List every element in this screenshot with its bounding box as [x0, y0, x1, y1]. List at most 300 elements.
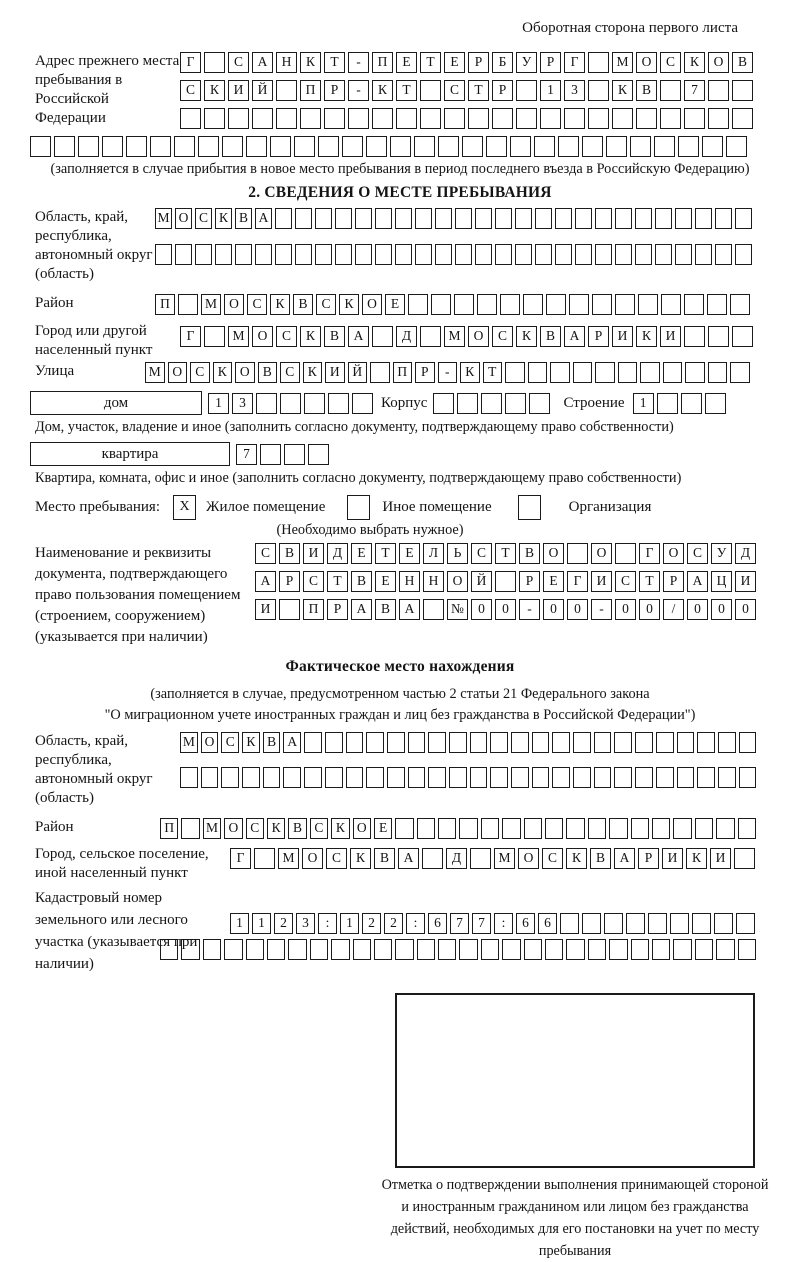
- char-cell: П: [160, 818, 178, 839]
- char-cell: [588, 52, 609, 73]
- stamp-caption: Отметка о подтверждении выполнения принимающей стороной и иностранным гражданином или лицом без гражданства действий, необходимых для его постановки на учет по месту пребывания: [381, 1177, 769, 1259]
- char-cell: [495, 244, 512, 265]
- char-cell: С: [195, 208, 212, 229]
- char-cell: [730, 362, 750, 383]
- char-cell: [505, 362, 525, 383]
- actual-district-block: [35, 818, 800, 839]
- char-cell: О: [591, 543, 612, 564]
- char-cell: [353, 939, 371, 960]
- char-cell: [366, 136, 387, 157]
- char-cell: О: [235, 362, 255, 383]
- char-cell: [739, 767, 757, 788]
- char-cell: [304, 732, 322, 753]
- char-cell: С: [246, 818, 264, 839]
- char-cell: [675, 208, 692, 229]
- cadastral-row-2: [160, 939, 800, 960]
- char-cell: [640, 362, 660, 383]
- char-cell: К: [350, 848, 371, 869]
- char-cell: Г: [180, 326, 201, 347]
- char-cell: [438, 939, 456, 960]
- char-cell: П: [372, 52, 393, 73]
- char-cell: :: [318, 913, 337, 934]
- char-cell: П: [393, 362, 413, 383]
- char-cell: 6: [428, 913, 447, 934]
- char-cell: Е: [399, 543, 420, 564]
- char-cell: [328, 393, 349, 414]
- char-cell: [276, 80, 297, 101]
- char-cell: [256, 393, 277, 414]
- char-cell: К: [331, 818, 349, 839]
- actual-region-grids: [180, 732, 759, 808]
- char-cell: Т: [483, 362, 503, 383]
- char-cell: [615, 244, 632, 265]
- char-cell: [529, 393, 550, 414]
- char-cell: [708, 362, 728, 383]
- apartment-block: [30, 442, 800, 466]
- char-cell: [657, 393, 678, 414]
- char-cell: С: [310, 818, 328, 839]
- char-cell: Д: [327, 543, 348, 564]
- char-cell: [370, 362, 390, 383]
- char-cell: [315, 208, 332, 229]
- char-cell: [573, 732, 591, 753]
- char-cell: [588, 939, 606, 960]
- char-cell: [609, 818, 627, 839]
- char-cell: [515, 208, 532, 229]
- char-cell: [718, 767, 736, 788]
- char-cell: [295, 208, 312, 229]
- char-cell: О: [663, 543, 684, 564]
- char-cell: [204, 326, 225, 347]
- char-cell: [708, 80, 729, 101]
- char-cell: [656, 732, 674, 753]
- char-cell: [275, 244, 292, 265]
- char-cell: [54, 136, 75, 157]
- right-document-row-3: [255, 599, 759, 620]
- char-cell: [294, 136, 315, 157]
- char-cell: [685, 362, 705, 383]
- char-cell: [246, 136, 267, 157]
- char-cell: [204, 108, 225, 129]
- char-cell: [181, 818, 199, 839]
- char-cell: 7: [450, 913, 469, 934]
- char-cell: Т: [468, 80, 489, 101]
- stay-type-label: Место пребывания:: [35, 499, 160, 515]
- char-cell: [325, 767, 343, 788]
- char-cell: [614, 767, 632, 788]
- char-cell: [495, 208, 512, 229]
- char-cell: [228, 108, 249, 129]
- char-cell: [310, 939, 328, 960]
- stay-type-note: (Необходимо выбрать нужное): [276, 522, 464, 538]
- char-cell: Т: [375, 543, 396, 564]
- char-cell: [635, 244, 652, 265]
- char-cell: У: [711, 543, 732, 564]
- char-cell: [263, 767, 281, 788]
- char-cell: 1: [340, 913, 359, 934]
- char-cell: С: [228, 52, 249, 73]
- char-cell: [630, 136, 651, 157]
- char-cell: С: [471, 543, 492, 564]
- char-cell: [678, 136, 699, 157]
- char-cell: [408, 732, 426, 753]
- char-cell: [511, 767, 529, 788]
- char-cell: -: [438, 362, 458, 383]
- char-cell: Т: [396, 80, 417, 101]
- char-cell: А: [283, 732, 301, 753]
- char-cell: [304, 393, 325, 414]
- char-cell: Р: [468, 52, 489, 73]
- char-cell: [702, 136, 723, 157]
- char-cell: [738, 818, 756, 839]
- char-cell: О: [175, 208, 192, 229]
- char-cell: И: [662, 848, 683, 869]
- char-cell: -: [348, 52, 369, 73]
- char-cell: [224, 939, 242, 960]
- char-cell: Й: [252, 80, 273, 101]
- char-cell: М: [180, 732, 198, 753]
- char-cell: [707, 294, 727, 315]
- char-cell: [684, 326, 705, 347]
- char-cell: [396, 108, 417, 129]
- char-cell: М: [612, 52, 633, 73]
- char-cell: [495, 571, 516, 592]
- street-block: [35, 362, 800, 383]
- char-cell: [736, 913, 755, 934]
- char-cell: Е: [375, 571, 396, 592]
- char-cell: И: [660, 326, 681, 347]
- stroenie-label: Строение: [563, 394, 625, 411]
- stay-type-checkbox-other: [347, 495, 370, 520]
- char-cell: 3: [564, 80, 585, 101]
- char-cell: С: [615, 571, 636, 592]
- char-cell: [477, 294, 497, 315]
- char-cell: К: [242, 732, 260, 753]
- korpus-label: Корпус: [381, 394, 428, 411]
- char-cell: [457, 393, 478, 414]
- char-cell: [697, 732, 715, 753]
- char-cell: [438, 136, 459, 157]
- char-cell: [626, 913, 645, 934]
- char-cell: Р: [279, 571, 300, 592]
- char-cell: [433, 393, 454, 414]
- char-cell: [481, 818, 499, 839]
- char-cell: [615, 294, 635, 315]
- char-cell: [408, 294, 428, 315]
- char-cell: [423, 599, 444, 620]
- char-cell: [594, 767, 612, 788]
- char-cell: [348, 108, 369, 129]
- char-cell: 1: [230, 913, 249, 934]
- char-cell: С: [492, 326, 513, 347]
- char-cell: В: [519, 543, 540, 564]
- char-cell: [438, 818, 456, 839]
- right-document-label: Наименование и реквизиты документа, подтверждающего право пользования помещением (строением, сооружением) (указывается при наличии): [35, 545, 241, 645]
- char-cell: [180, 767, 198, 788]
- char-cell: [566, 818, 584, 839]
- char-cell: [661, 294, 681, 315]
- char-cell: К: [303, 362, 323, 383]
- char-cell: А: [252, 52, 273, 73]
- char-cell: [697, 767, 715, 788]
- char-cell: [435, 208, 452, 229]
- char-cell: С: [247, 294, 267, 315]
- char-cell: О: [362, 294, 382, 315]
- char-cell: Й: [348, 362, 368, 383]
- char-cell: -: [519, 599, 540, 620]
- char-cell: В: [258, 362, 278, 383]
- char-cell: [594, 732, 612, 753]
- char-cell: О: [201, 732, 219, 753]
- korpus-cells: [433, 393, 553, 414]
- stay-type-checkbox-organization: [518, 495, 541, 520]
- char-cell: [324, 108, 345, 129]
- char-cell: [567, 543, 588, 564]
- char-cell: [738, 939, 756, 960]
- char-cell: [515, 244, 532, 265]
- char-cell: 2: [384, 913, 403, 934]
- char-cell: В: [288, 818, 306, 839]
- char-cell: [435, 244, 452, 265]
- char-cell: [260, 444, 281, 465]
- char-cell: О: [518, 848, 539, 869]
- char-cell: [510, 136, 531, 157]
- char-cell: К: [636, 326, 657, 347]
- char-cell: М: [278, 848, 299, 869]
- char-cell: [631, 939, 649, 960]
- char-cell: 0: [711, 599, 732, 620]
- char-cell: Т: [327, 571, 348, 592]
- char-cell: [675, 244, 692, 265]
- char-cell: В: [590, 848, 611, 869]
- char-cell: [372, 108, 393, 129]
- char-cell: П: [303, 599, 324, 620]
- char-cell: [730, 294, 750, 315]
- actual-region-row-2: [180, 767, 759, 788]
- char-cell: [431, 294, 451, 315]
- char-cell: [588, 80, 609, 101]
- char-cell: В: [324, 326, 345, 347]
- char-cell: [575, 208, 592, 229]
- char-cell: [550, 362, 570, 383]
- char-cell: И: [325, 362, 345, 383]
- char-cell: 3: [296, 913, 315, 934]
- char-cell: И: [710, 848, 731, 869]
- char-cell: [492, 108, 513, 129]
- char-cell: [552, 732, 570, 753]
- char-cell: [673, 818, 691, 839]
- char-cell: [638, 294, 658, 315]
- char-cell: [555, 244, 572, 265]
- char-cell: [390, 136, 411, 157]
- char-cell: Т: [495, 543, 516, 564]
- char-cell: [555, 208, 572, 229]
- char-cell: [422, 848, 443, 869]
- char-cell: Л: [423, 543, 444, 564]
- char-cell: 0: [471, 599, 492, 620]
- char-cell: Ь: [447, 543, 468, 564]
- char-cell: К: [372, 80, 393, 101]
- char-cell: Н: [423, 571, 444, 592]
- char-cell: [615, 208, 632, 229]
- char-cell: [254, 848, 275, 869]
- char-cell: К: [270, 294, 290, 315]
- char-cell: Д: [446, 848, 467, 869]
- char-cell: [612, 108, 633, 129]
- char-cell: [315, 244, 332, 265]
- region-row-2: [155, 244, 755, 265]
- char-cell: К: [516, 326, 537, 347]
- char-cell: О: [708, 52, 729, 73]
- char-cell: И: [612, 326, 633, 347]
- char-cell: Е: [385, 294, 405, 315]
- char-cell: О: [168, 362, 188, 383]
- stay-type-option-residential-label: Жилое помещение: [206, 499, 326, 515]
- char-cell: [635, 208, 652, 229]
- char-cell: [505, 393, 526, 414]
- char-cell: [655, 244, 672, 265]
- char-cell: [366, 767, 384, 788]
- prev-address-grids: [180, 52, 756, 129]
- house-block: [30, 391, 800, 415]
- char-cell: С: [303, 571, 324, 592]
- prev-address-row-2: [180, 80, 756, 101]
- char-cell: [346, 767, 364, 788]
- stamp-area: [395, 993, 755, 1168]
- char-cell: 0: [495, 599, 516, 620]
- char-cell: [180, 108, 201, 129]
- actual-location-title: Фактическое место нахождения: [285, 658, 515, 675]
- char-cell: А: [255, 571, 276, 592]
- char-cell: [395, 939, 413, 960]
- char-cell: Р: [663, 571, 684, 592]
- char-cell: [387, 732, 405, 753]
- apartment-note: Квартира, комната, офис и иное (заполнить согласно документу, подтверждающему право собственности): [35, 470, 682, 486]
- char-cell: [631, 818, 649, 839]
- char-cell: А: [398, 848, 419, 869]
- char-cell: Е: [374, 818, 392, 839]
- actual-location-note-1: (заполняется в случае, предусмотренном частью 2 статьи 21 Федерального закона: [150, 686, 650, 702]
- char-cell: /: [663, 599, 684, 620]
- char-cell: [732, 108, 753, 129]
- char-cell: К: [566, 848, 587, 869]
- region-row-1: [155, 208, 755, 229]
- char-cell: К: [686, 848, 707, 869]
- cadastral-row-1: [230, 887, 800, 934]
- char-cell: [395, 244, 412, 265]
- char-cell: 0: [735, 599, 756, 620]
- char-cell: [346, 732, 364, 753]
- right-document-block: [35, 543, 800, 648]
- actual-district-label: Район: [35, 819, 74, 835]
- char-cell: [304, 767, 322, 788]
- apartment-box-label: квартира: [30, 442, 230, 466]
- char-cell: [428, 767, 446, 788]
- char-cell: [449, 767, 467, 788]
- char-cell: [500, 294, 520, 315]
- char-cell: С: [326, 848, 347, 869]
- char-cell: :: [406, 913, 425, 934]
- char-cell: Н: [399, 571, 420, 592]
- stay-type-block: [35, 495, 800, 520]
- char-cell: [524, 818, 542, 839]
- char-cell: В: [636, 80, 657, 101]
- char-cell: [588, 108, 609, 129]
- char-cell: С: [276, 326, 297, 347]
- char-cell: С: [190, 362, 210, 383]
- char-cell: [420, 108, 441, 129]
- char-cell: [524, 939, 542, 960]
- section2-title: 2. СВЕДЕНИЯ О МЕСТЕ ПРЕБЫВАНИЯ: [248, 184, 552, 201]
- char-cell: [155, 244, 172, 265]
- char-cell: С: [221, 732, 239, 753]
- char-cell: [372, 326, 393, 347]
- char-cell: М: [444, 326, 465, 347]
- char-cell: [428, 732, 446, 753]
- char-cell: [415, 208, 432, 229]
- street-row: [145, 362, 753, 383]
- char-cell: М: [494, 848, 515, 869]
- char-cell: [174, 136, 195, 157]
- actual-location-note-2: "О миграционном учете иностранных граждан и лиц без гражданства в Российской Федерации"): [104, 707, 696, 723]
- char-cell: К: [300, 326, 321, 347]
- char-cell: И: [303, 543, 324, 564]
- char-cell: 2: [274, 913, 293, 934]
- prev-address-label: Адрес прежнего места пребывания в Российской Федерации: [35, 53, 180, 126]
- right-document-row-1: [255, 543, 759, 564]
- city-block: [35, 322, 800, 360]
- region-label: Область, край, республика, автономный округ (область): [35, 209, 153, 282]
- char-cell: [475, 244, 492, 265]
- char-cell: [516, 108, 537, 129]
- char-cell: М: [145, 362, 165, 383]
- city-row: [180, 326, 756, 347]
- char-cell: 1: [208, 393, 229, 414]
- char-cell: П: [155, 294, 175, 315]
- char-cell: [459, 818, 477, 839]
- char-cell: [470, 848, 491, 869]
- stay-type-option-other-label: Иное помещение: [382, 499, 492, 515]
- actual-city-block: [35, 845, 800, 883]
- char-cell: Р: [519, 571, 540, 592]
- char-cell: [387, 767, 405, 788]
- char-cell: [684, 294, 704, 315]
- char-cell: [283, 767, 301, 788]
- char-cell: С: [180, 80, 201, 101]
- char-cell: Р: [492, 80, 513, 101]
- char-cell: Р: [415, 362, 435, 383]
- char-cell: [235, 244, 252, 265]
- char-cell: [417, 939, 435, 960]
- char-cell: К: [684, 52, 705, 73]
- char-cell: [415, 244, 432, 265]
- char-cell: [516, 80, 537, 101]
- char-cell: А: [399, 599, 420, 620]
- char-cell: 0: [687, 599, 708, 620]
- prev-address-note: (заполняется в случае прибытия в новое место пребывания в период последнего въезда в Российскую Федерацию): [50, 161, 750, 177]
- char-cell: [308, 444, 329, 465]
- char-cell: [395, 208, 412, 229]
- char-cell: [732, 326, 753, 347]
- char-cell: [276, 108, 297, 129]
- char-cell: [462, 136, 483, 157]
- char-cell: [455, 244, 472, 265]
- char-cell: М: [201, 294, 221, 315]
- char-cell: [374, 939, 392, 960]
- char-cell: [470, 732, 488, 753]
- city-label: Город или другой населенный пункт: [35, 323, 153, 358]
- actual-city-label: Город, сельское поселение, иной населенный пункт: [35, 846, 209, 881]
